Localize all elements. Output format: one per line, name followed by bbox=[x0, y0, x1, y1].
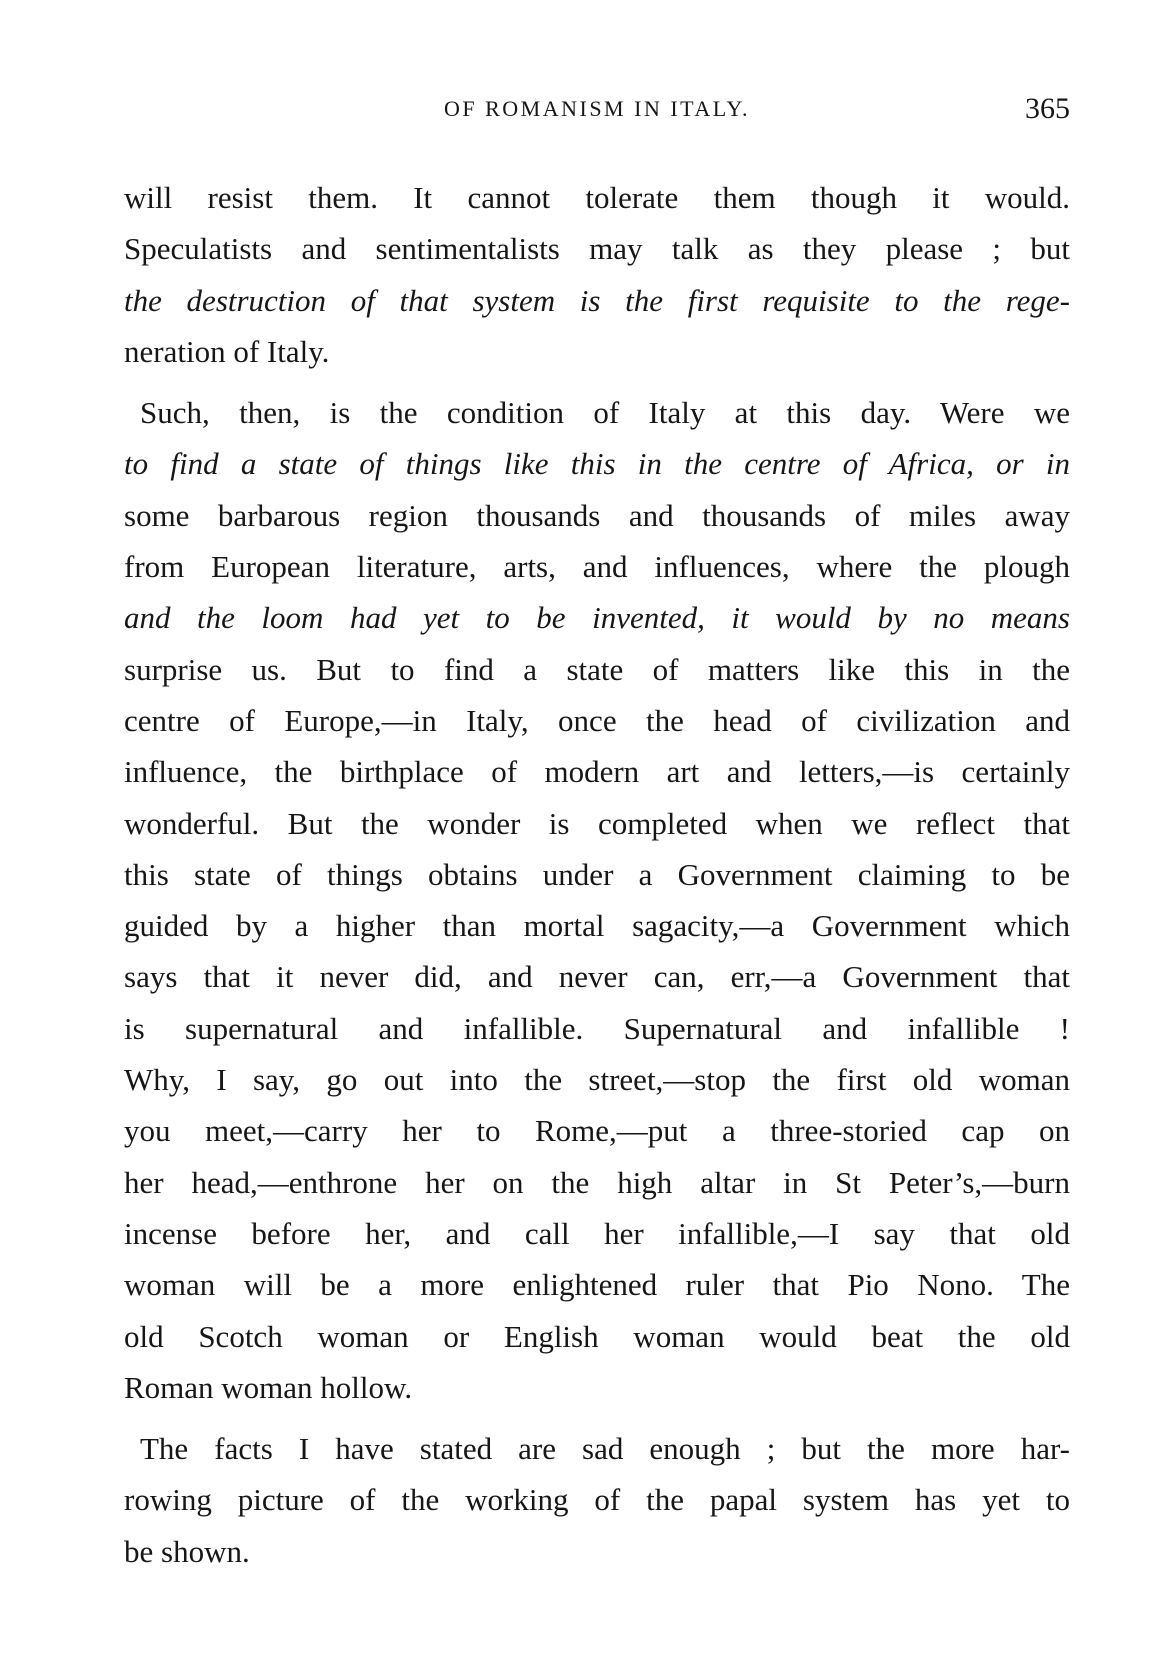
paragraph-gap bbox=[124, 377, 1070, 387]
text-line: the destruction of that system is the first requisite to the rege- bbox=[124, 282, 1070, 318]
text-line: old Scotch woman or English woman would beat the old bbox=[124, 1318, 1070, 1354]
text-line: will resist them. It cannot tolerate them though it would. bbox=[124, 180, 1070, 215]
paragraph-3 bbox=[124, 1423, 1070, 1577]
text-line: some barbarous region thousands and thousands of miles away bbox=[124, 497, 1070, 533]
text-line: from European literature, arts, and influences, where the plough bbox=[124, 549, 1070, 585]
paragraph-gap bbox=[124, 1413, 1070, 1423]
paragraph-1 bbox=[124, 172, 1070, 377]
text-line: Why, I say, go out into the street,—stop the first old woman bbox=[124, 1062, 1070, 1098]
text-line: this state of things obtains under a Government claiming to be bbox=[124, 856, 1070, 892]
text-line: you meet,—carry her to Rome,—put a three-storied cap on bbox=[124, 1113, 1070, 1149]
text-line: wonderful. But the wonder is completed when we reflect that bbox=[124, 805, 1070, 841]
running-head bbox=[124, 92, 1070, 132]
text-line: says that it never did, and never can, err,—a Government that bbox=[124, 959, 1070, 995]
paragraph-2 bbox=[124, 387, 1070, 1413]
running-title: OF ROMANISM IN ITALY. bbox=[443, 96, 751, 121]
text-line: be shown. bbox=[124, 1533, 250, 1569]
text-line: influence, the birthplace of modern art and letters,—is certainly bbox=[124, 754, 1070, 790]
body-text bbox=[124, 172, 1070, 1577]
text-line: and the loom had yet to be invented, it would by no means bbox=[124, 600, 1070, 636]
text-line: Roman woman hollow. bbox=[124, 1369, 413, 1405]
text-line: neration of Italy. bbox=[124, 333, 330, 369]
text-line: surprise us. But to find a state of matters like this in the bbox=[124, 651, 1070, 687]
text-line: centre of Europe,—in Italy, once the head of civilization and bbox=[124, 702, 1070, 738]
text-line: guided by a higher than mortal sagacity,—a Government which bbox=[124, 908, 1070, 944]
page-number: 365 bbox=[1025, 92, 1070, 125]
text-line: to find a state of things like this in the centre of Africa, or in bbox=[124, 446, 1070, 482]
text-line: rowing picture of the working of the papal system has yet to bbox=[124, 1482, 1070, 1518]
text-line: her head,—enthrone her on the high altar in St Peter’s,—burn bbox=[124, 1164, 1070, 1200]
text-line: incense before her, and call her infallible,—I say that old bbox=[124, 1215, 1070, 1251]
text-line: Such, then, is the condition of Italy at this day. Were we bbox=[140, 395, 1070, 431]
text-line: is supernatural and infallible. Supernatural and infallible ! bbox=[124, 1010, 1070, 1046]
text-line: The facts I have stated are sad enough ; but the more har- bbox=[140, 1431, 1070, 1467]
text-line: Speculatists and sentimentalists may talk as they please ; but bbox=[124, 231, 1070, 267]
text-line: woman will be a more enlightened ruler that Pio Nono. The bbox=[124, 1267, 1070, 1303]
